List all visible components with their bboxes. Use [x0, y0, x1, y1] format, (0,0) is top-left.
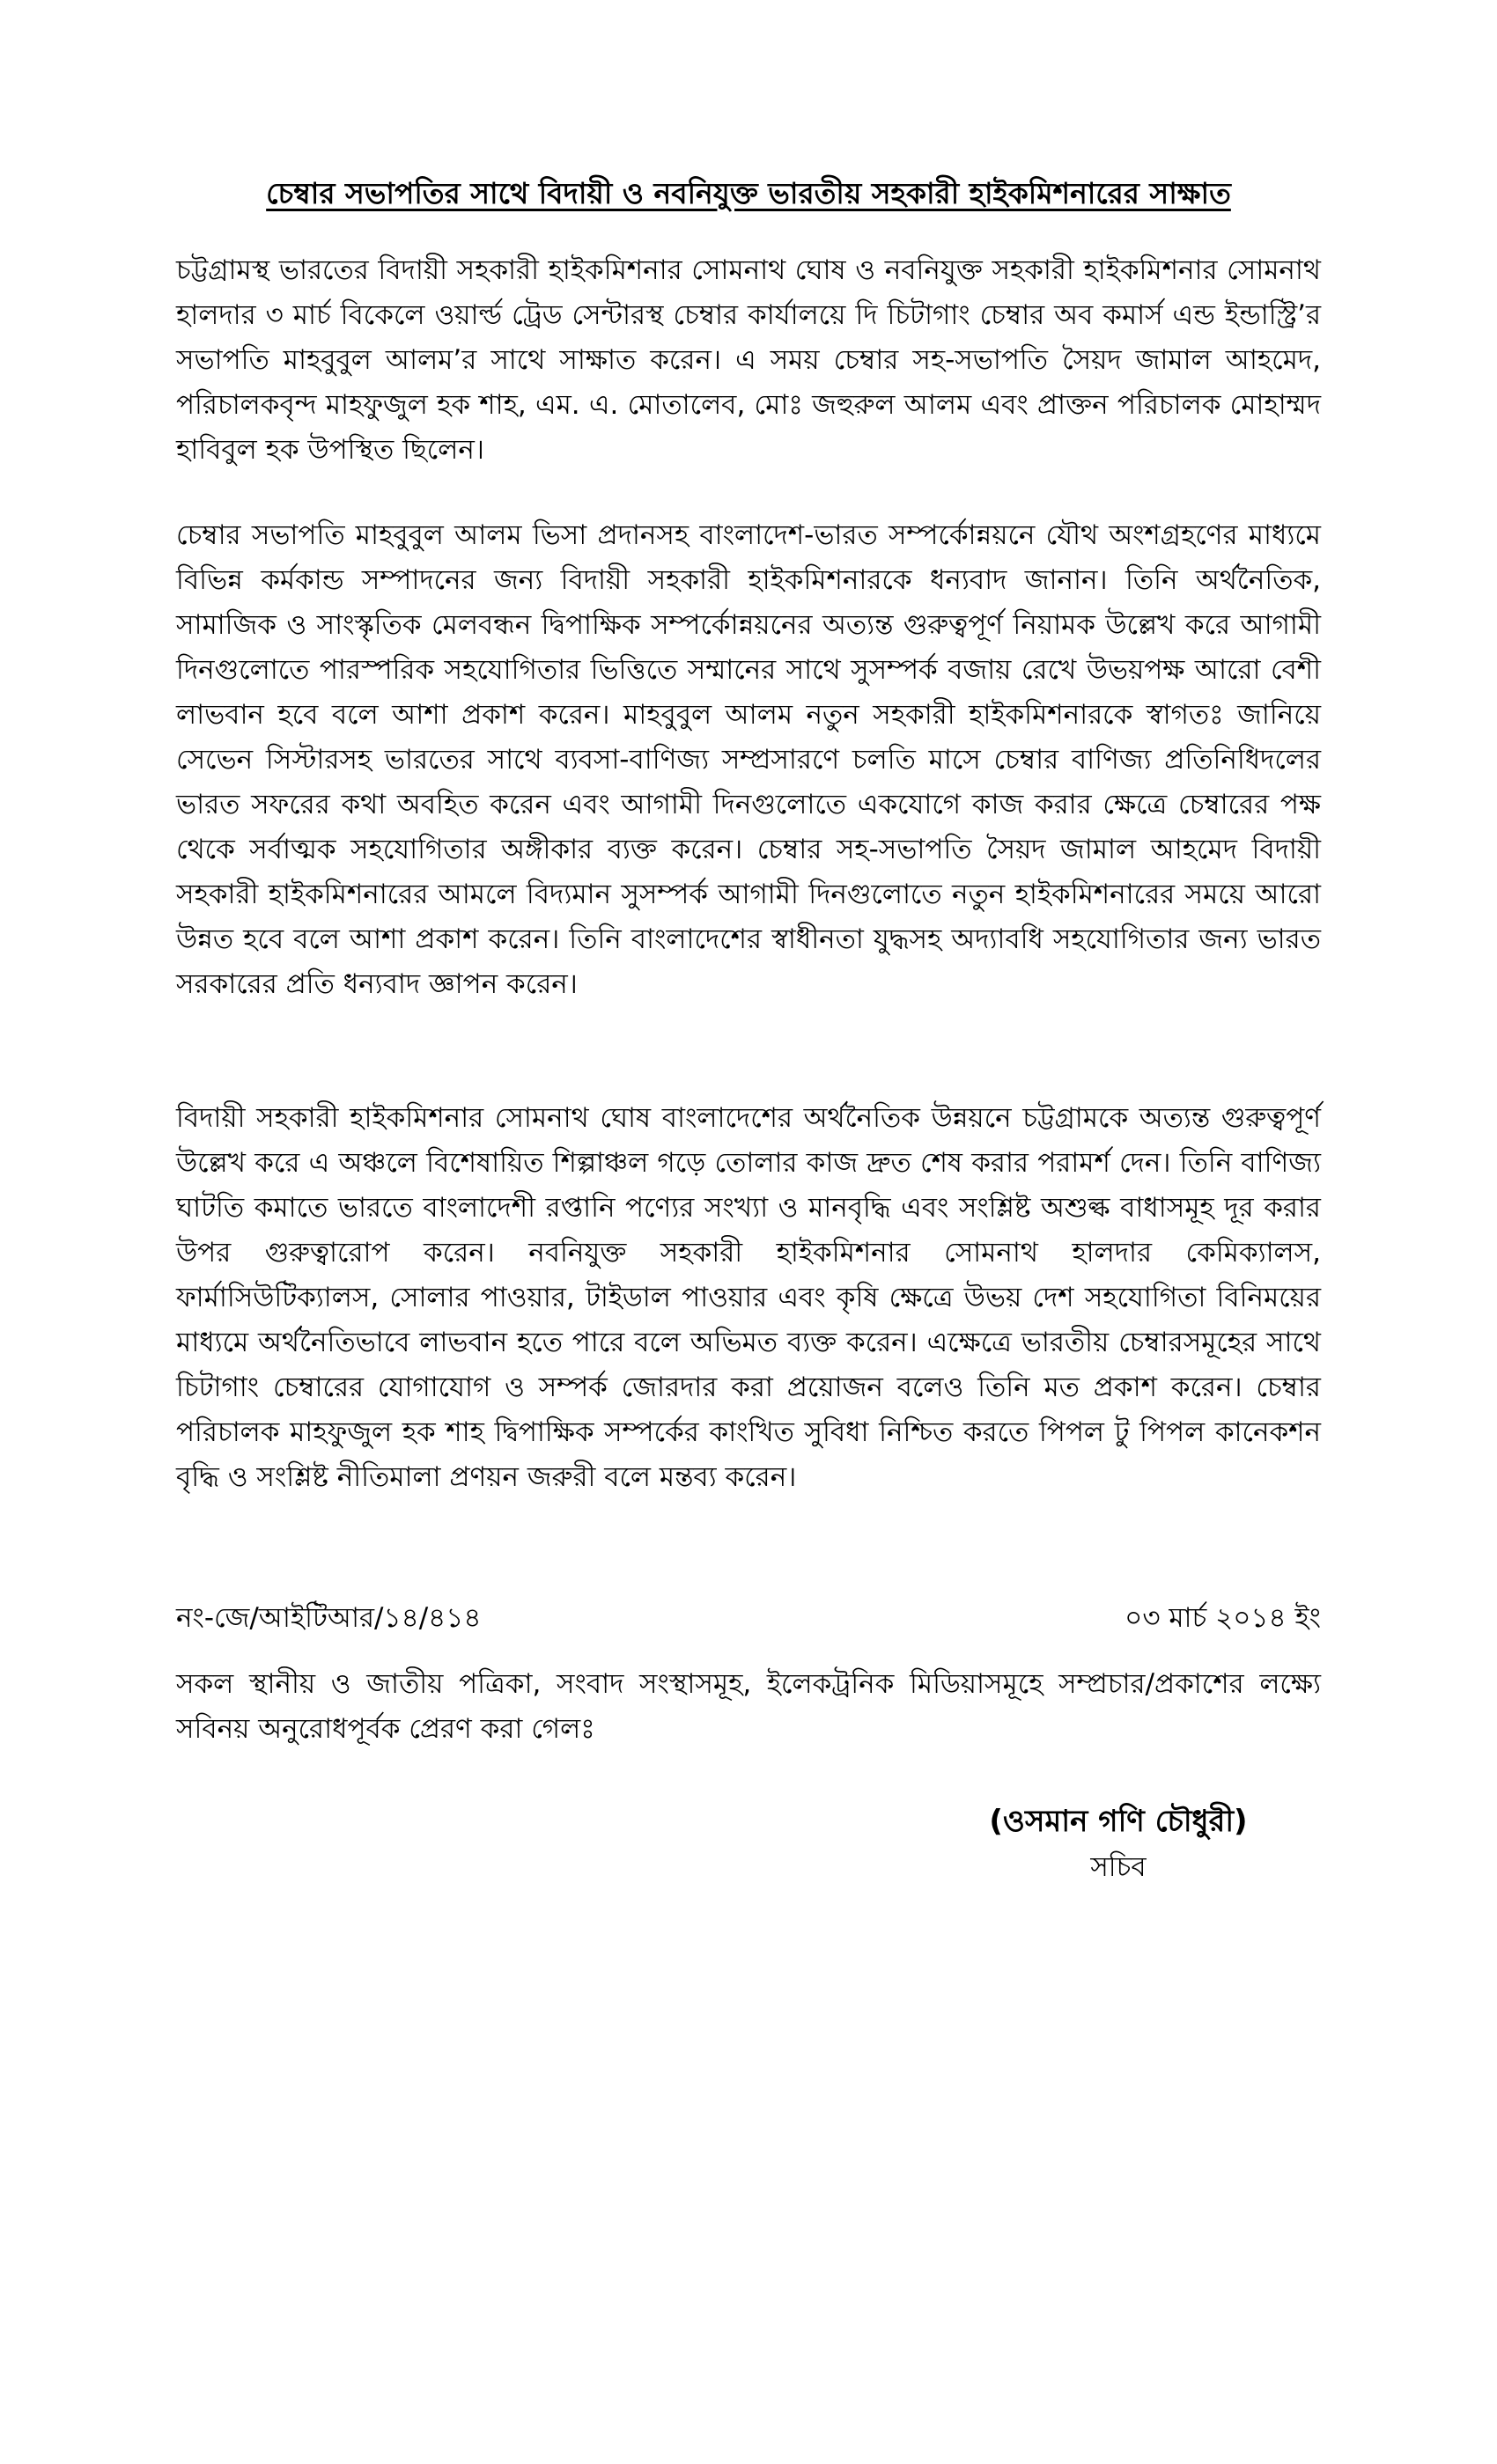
signatory-designation: সচিব — [1090, 1851, 1147, 1883]
reference-line — [176, 1596, 1321, 1641]
signature-block — [933, 1798, 1303, 1890]
release-date: ০৩ মার্চ ২০১৪ ইং — [1125, 1602, 1321, 1634]
distribution-note: সকল স্থানীয় ও জাতীয় পত্রিকা, সংবাদ সংস্থাসমূহ, ইলেকট্রনিক মিডিয়াসমূহে সম্প্রচার/প্রকাশের লক্ষ্যে সবিনয় অনুরোধপূর্বক প্রেরণ করা গেলঃ — [176, 1668, 1321, 1745]
reference-number: নং-জে/আইটিআর/১৪/৪১৪ — [176, 1602, 482, 1634]
body-paragraph-2: চেম্বার সভাপতি মাহবুবুল আলম ভিসা প্রদানসহ বাংলাদেশ-ভারত সম্পর্কোন্নয়নে যৌথ অংশগ্রহণের মাধ্যমে বিভিন্ন কর্মকান্ড সম্পাদনের জন্য বিদায়ী সহকারী হাইকমিশনারকে ধন্যবাদ জানান। তিনি অর্থনৈতিক, সামাজিক ও সাংস্কৃতিক মেলবন্ধন দ্বিপাক্ষিক সম্পর্কোন্নয়নের অত্যন্ত গুরুত্বপূর্ণ নিয়ামক উল্লেখ করে আগামী দিনগুলোতে পারস্পরিক সহযোগিতার ভিত্তিতে সম্মানের সাথে সুসম্পর্ক বজায় রেখে উভয়পক্ষ আরো বেশী লাভবান হবে বলে আশা প্রকাশ করেন। মাহবুবুল আলম নতুন সহকারী হাইকমিশনারকে স্বাগতঃ জানিয়ে সেভেন সিস্টারসহ ভারতের সাথে ব্যবসা-বাণিজ্য সম্প্রসারণে চলতি মাসে চেম্বার বাণিজ্য প্রতিনিধিদলের ভারত সফরের কথা অবহিত করেন এবং আগামী দিনগুলোতে একযোগে কাজ করার ক্ষেত্রে চেম্বারের পক্ষ থেকে সর্বাত্মক সহযোগিতার অঙ্গীকার ব্যক্ত করেন। চেম্বার সহ-সভাপতি সৈয়দ জামাল আহমেদ বিদায়ী সহকারী হাইকমিশনারের আমলে বিদ্যমান সুসম্পর্ক আগামী দিনগুলোতে নতুন হাইকমিশনারের সময়ে আরো উন্নত হবে বলে আশা প্রকাশ করেন। তিনি বাংলাদেশের স্বাধীনতা যুদ্ধসহ অদ্যাবধি সহযোগিতার জন্য ভারত সরকারের প্রতি ধন্যবাদ জ্ঞাপন করেন। — [176, 519, 1321, 1000]
signatory-name: (ওসমান গণি চৌধুরী) — [989, 1804, 1248, 1839]
body-paragraph-3: বিদায়ী সহকারী হাইকমিশনার সোমনাথ ঘোষ বাংলাদেশের অর্থনৈতিক উন্নয়নে চট্টগ্রামকে অত্যন্ত গুরুত্বপূর্ণ উল্লেখ করে এ অঞ্চলে বিশেষায়িত শিল্পাঞ্চল গড়ে তোলার কাজ দ্রুত শেষ করার পরামর্শ দেন। তিনি বাণিজ্য ঘাটতি কমাতে ভারতে বাংলাদেশী রপ্তানি পণ্যের সংখ্যা ও মানবৃদ্ধি এবং সংশ্লিষ্ট অশুল্ক বাধাসমূহ দূর করার উপর গুরুত্বারোপ করেন। নবনিযুক্ত সহকারী হাইকমিশনার সোমনাথ হালদার কেমিক্যালস, ফার্মাসিউটিক্যালস, সোলার পাওয়ার, টাইডাল পাওয়ার এবং কৃষি ক্ষেত্রে উভয় দেশ সহযোগিতা বিনিময়ের মাধ্যমে অর্থনৈতিভাবে লাভবান হতে পারে বলে অভিমত ব্যক্ত করেন। এক্ষেত্রে ভারতীয় চেম্বারসমূহের সাথে চিটাগাং চেম্বারের যোগাযোগ ও সম্পর্ক জোরদার করা প্রয়োজন বলেও তিনি মত প্রকাশ করেন। চেম্বার পরিচালক মাহফুজুল হক শাহ দ্বিপাক্ষিক সম্পর্কের কাংখিত সুবিধা নিশ্চিত করতে পিপল টু পিপল কানেকশন বৃদ্ধি ও সংশ্লিষ্ট নীতিমালা প্রণয়ন জরুরী বলে মন্তব্য করেন। — [176, 1102, 1321, 1493]
body-paragraph-1: চট্টগ্রামস্থ ভারতের বিদায়ী সহকারী হাইকমিশনার সোমনাথ ঘোষ ও নবনিযুক্ত সহকারী হাইকমিশনার সোমনাথ হালদার ৩ মার্চ বিকেলে ওয়ার্ল্ড ট্রেড সেন্টারস্থ চেম্বার কার্যালয়ে দি চিটাগাং চেম্বার অব কমার্স এন্ড ইন্ডাস্ট্রি’র সভাপতি মাহবুবুল আলম’র সাথে সাক্ষাত করেন। এ সময় চেম্বার সহ-সভাপতি সৈয়দ জামাল আহমেদ, পরিচালকবৃন্দ মাহফুজুল হক শাহ, এম. এ. মোতালেব, মোঃ জহুরুল আলম এবং প্রাক্তন পরিচালক মোহাম্মদ হাবিবুল হক উপস্থিত ছিলেন। — [176, 254, 1321, 466]
document-title: চেম্বার সভাপতির সাথে বিদায়ী ও নবনিযুক্ত ভারতীয় সহকারী হাইকমিশনারের সাক্ষাত — [266, 176, 1231, 210]
